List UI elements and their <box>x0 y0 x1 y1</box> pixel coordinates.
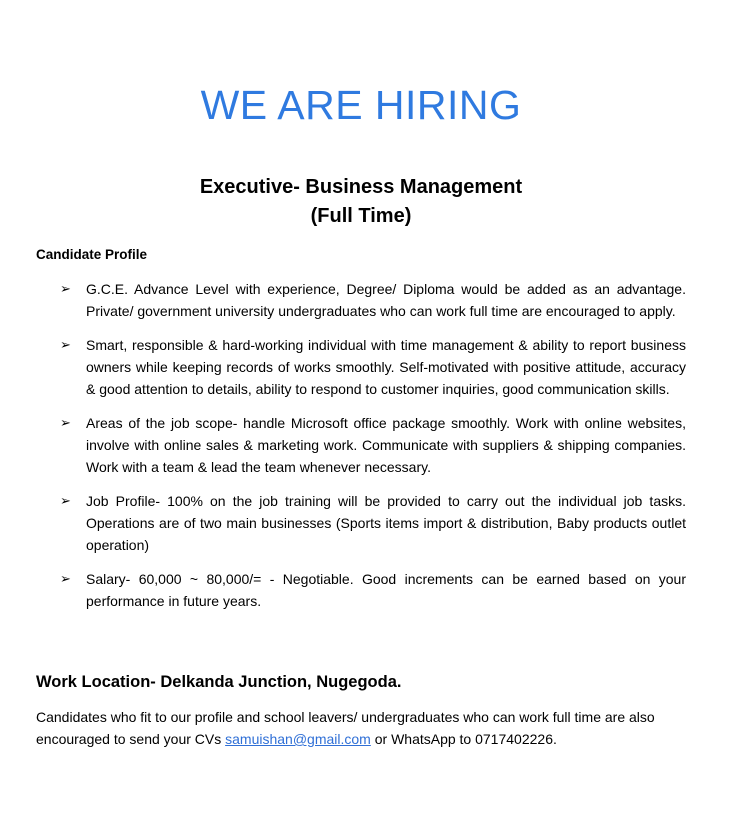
arrowhead-bullet-icon: ➢ <box>60 281 71 296</box>
job-type: (Full Time) <box>310 205 412 227</box>
job-title: Executive- Business Management <box>199 176 523 198</box>
list-item-text: Job Profile- 100% on the job training will be provided to carry out the individual job tasks. Operations are of two main businesses (Sports items import & distribution, Baby products outlet operation) <box>86 493 686 553</box>
hiring-title: WE ARE HIRING <box>200 82 522 128</box>
closing-text-after: or WhatsApp to 0717402226. <box>370 731 557 747</box>
arrowhead-bullet-icon: ➢ <box>60 571 71 586</box>
list-item-text: Smart, responsible & hard-working individual with time management & ability to report business owners while keeping records of works smoothly. Self-motivated with positive attitude, accuracy & good attention to details, ability to respond to customer inquiries, good communication skills. <box>86 337 686 397</box>
list-item-text: Areas of the job scope- handle Microsoft office package smoothly. Work with online websites, involve with online sales & marketing work. Communicate with suppliers & shipping companies. Work with a team & lead the team whenever necessary. <box>86 415 686 475</box>
arrowhead-bullet-icon: ➢ <box>60 493 71 508</box>
list-item-text: Salary- 60,000 ~ 80,000/= - Negotiable. Good increments can be earned based on your performance in future years. <box>86 571 686 609</box>
work-location: Work Location- Delkanda Junction, Nugegoda. <box>36 673 402 691</box>
closing-text-before: Candidates who fit to our profile and school leavers/ undergraduates who can work full time are also encouraged to send your CVs <box>36 709 655 747</box>
email-link[interactable]: samuishan@gmail.com <box>225 731 371 747</box>
candidate-profile-list <box>36 278 686 624</box>
list-item <box>36 490 686 556</box>
list-item-text: G.C.E. Advance Level with experience, Degree/ Diploma would be added as an advantage. Private/ government university undergraduates who can work full time are encouraged to apply. <box>86 281 686 319</box>
arrowhead-bullet-icon: ➢ <box>60 337 71 352</box>
candidate-profile-heading: Candidate Profile <box>36 247 148 262</box>
closing-paragraph <box>36 706 696 750</box>
list-item <box>36 278 686 322</box>
list-item <box>36 568 686 612</box>
list-item <box>36 334 686 400</box>
list-item <box>36 412 686 478</box>
arrowhead-bullet-icon: ➢ <box>60 415 71 430</box>
